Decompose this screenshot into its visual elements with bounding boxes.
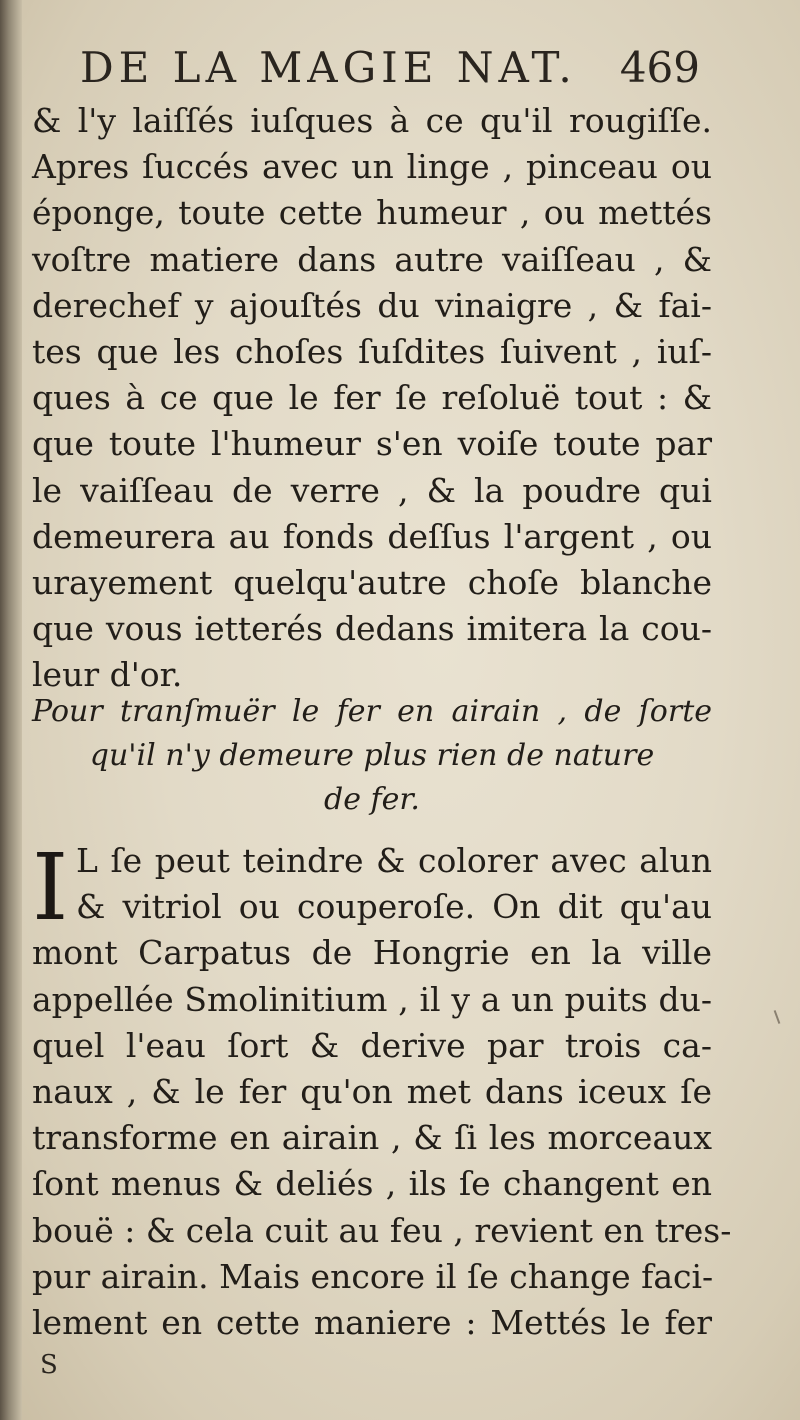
text-line: que toute l'humeur s'en voiſe toute par: [32, 424, 712, 464]
text-line: tes que les choſes ſuſdites ſuivent , iuſ-: [32, 331, 712, 371]
signature-mark: S: [40, 1350, 58, 1380]
text-line: naux , & le fer qu'on met dans iceux ſe: [32, 1071, 712, 1111]
drop-cap: I: [32, 834, 69, 941]
text-line: & l'y laiſſés iuſques à ce qu'il rougiſſe.: [32, 101, 712, 140]
paragraph-2: [32, 834, 732, 1346]
book-gutter: [0, 0, 22, 1420]
paragraph-1: [32, 98, 712, 698]
heading-line: de fer.: [324, 782, 420, 817]
text-line: & vitriol ou couperoſe. On dit qu'au: [76, 887, 712, 927]
section-heading: [32, 690, 712, 822]
margin-mark: [774, 1010, 781, 1024]
text-line: éponge, toute cette humeur , ou mettés: [32, 193, 712, 233]
text-line: transforme en airain , & ſi les morceaux: [32, 1118, 712, 1158]
text-line: voſtre matiere dans autre vaiſſeau , &: [32, 239, 712, 279]
text-line: derechef y ajouſtés du vinaigre , & fai-: [32, 285, 712, 325]
text-line: bouë : & cela cuit au feu , revient en tres-: [32, 1210, 732, 1250]
page-number: 469: [619, 43, 700, 92]
running-title: DE LA MAGIE NAT.: [80, 43, 577, 92]
text-line: le vaiſſeau de verre , & la poudre qui: [32, 470, 712, 510]
text-line: urayement quelqu'autre choſe blanche: [32, 562, 712, 602]
text-line: lement en cette maniere : Mettés le fer: [32, 1302, 712, 1342]
page-header: [80, 38, 700, 98]
text-line: leur d'or.: [32, 655, 183, 695]
text-line: pur airain. Mais encore il ſe change faci-: [32, 1256, 714, 1296]
text-line: demeurera au fonds deſſus l'argent , ou: [32, 516, 712, 556]
heading-line: qu'il n'y demeure plus rien de nature: [89, 738, 655, 773]
text-line: mont Carpatus de Hongrie en la ville: [32, 933, 712, 973]
text-line: ques à ce que le fer ſe reſoluë tout : &: [32, 378, 712, 418]
text-line: L ſe peut teindre & colorer avec alun: [76, 841, 712, 880]
text-line: appellée Smolinitium , il y a un puits du-: [32, 979, 712, 1019]
text-line: ſont menus & deliés , ils ſe changent en: [32, 1164, 712, 1204]
heading-line: Pour tranſmuër le fer en airain , de ſorte: [32, 694, 712, 729]
text-line: que vous ietterés dedans imitera la cou-: [32, 609, 712, 649]
text-line: quel l'eau ſort & derive par trois ca-: [32, 1025, 712, 1065]
text-line: Apres ſuccés avec un linge , pinceau ou: [32, 147, 712, 187]
